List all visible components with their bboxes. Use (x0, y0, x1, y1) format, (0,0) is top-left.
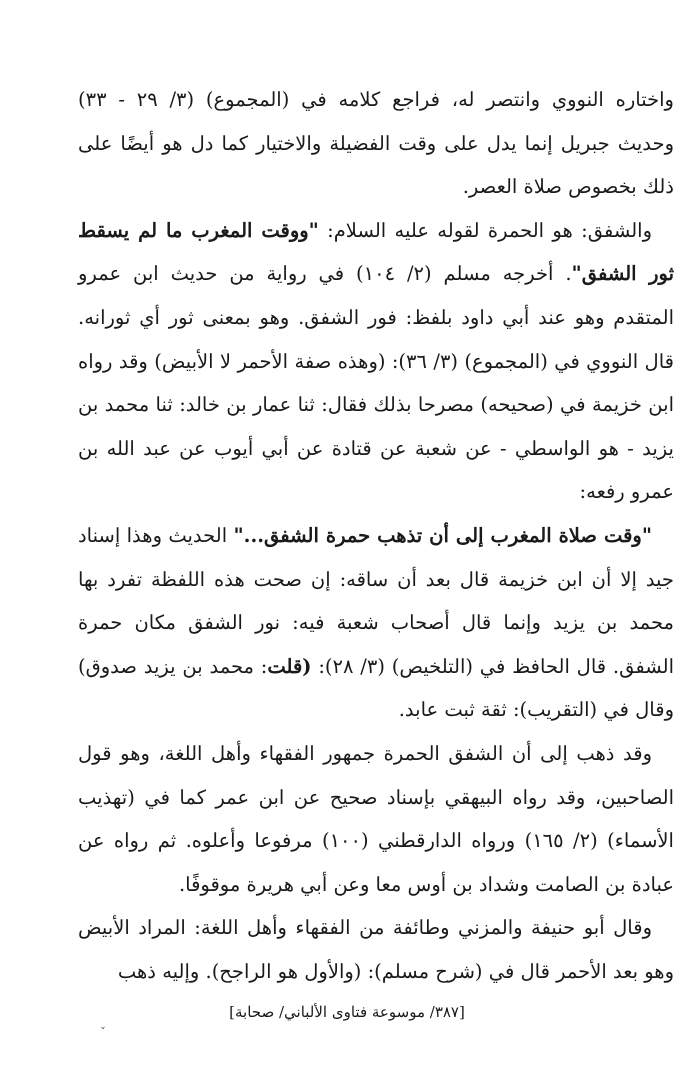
paragraph (78, 514, 674, 732)
text-segment: واختاره النووي وانتصر له، فراجع كلامه في (المجموع) (٣/ ٢٩ - ٣٣) وحديث جبريل إنما يدل على وقت الفضيلة والاختيار كما دل هو أيضًا على ذلك بخصوص صلاة العصر. (78, 88, 674, 199)
text-body (78, 78, 674, 993)
text-segment: والشفق: هو الحمرة لقوله عليه السلام: (318, 218, 652, 242)
bold-text-segment: "ووقت المغرب ما لم يسقط ثور الشفق" (78, 218, 674, 286)
text-segment: . أخرجه مسلم (٢/ ١٠٤) في رواية من حديث ابن عمرو المتقدم وهو عند أبي داود بلفظ: فور الشفق. وهو بمعنى ثور أي ثورانه. قال النووي في (المجموع) (٣/ ٣٦): (وهذه صفة الأحمر لا الأبيض) وقد رواه ابن خزيمة في (صحيحه) مصرحا بذلك فقال: ثنا عمار بن خالد: ثنا محمد بن يزيد - هو الواسطي - عن شعبة عن قتادة عن أبي أيوب عن عبد الله بن عمرو رفعه: (78, 262, 674, 504)
text-segment: الحديث وهذا إسناد جيد إلا أن ابن خزيمة قال بعد أن ساقه: إن صحت هذه اللفظة تفرد بها محمد بن يزيد وإنما قال أصحاب شعبة فيه: نور الشفق مكان حمرة الشفق. قال الحافظ في (التلخيص) (٣/ ٢٨): (78, 523, 674, 678)
paragraph (78, 209, 674, 514)
text-segment: وقد ذهب إلى أن الشفق الحمرة جمهور الفقهاء وأهل اللغة، وهو قول الصاحبين، وقد رواه البيهقي بإسناد صحيح عن ابن عمر كما في (تهذيب الأسماء) (٢/ ١٦٥) ورواه الدارقطني (١٠٠) مرفوعا وأعلوه. ثم رواه عن عبادة بن الصامت وشداد بن أوس معا وعن أبي هريرة موقوفًا. (78, 741, 674, 896)
paragraph (78, 78, 674, 209)
bold-text-segment: "وقت صلاة المغرب إلى أن تذهب حمرة الشفق..." (233, 523, 652, 547)
margin-mark: ˯ (100, 1015, 106, 1029)
footer-citation: [٣٨٧/ موسوعة فتاوى الألباني/ صحابة] (229, 1003, 465, 1021)
paragraph (78, 732, 674, 906)
text-segment: : محمد بن يزيد صدوق) وقال في (التقريب): ثقة ثبت عابد. (78, 654, 674, 722)
paragraph (78, 906, 674, 993)
text-segment: وقال أبو حنيفة والمزني وطائفة من الفقهاء وأهل اللغة: المراد الأبيض وهو بعد الأحمر قال في (شرح مسلم): (والأول هو الراجح). وإليه ذهب (78, 916, 674, 983)
bold-text-segment: (قلت (267, 654, 312, 678)
